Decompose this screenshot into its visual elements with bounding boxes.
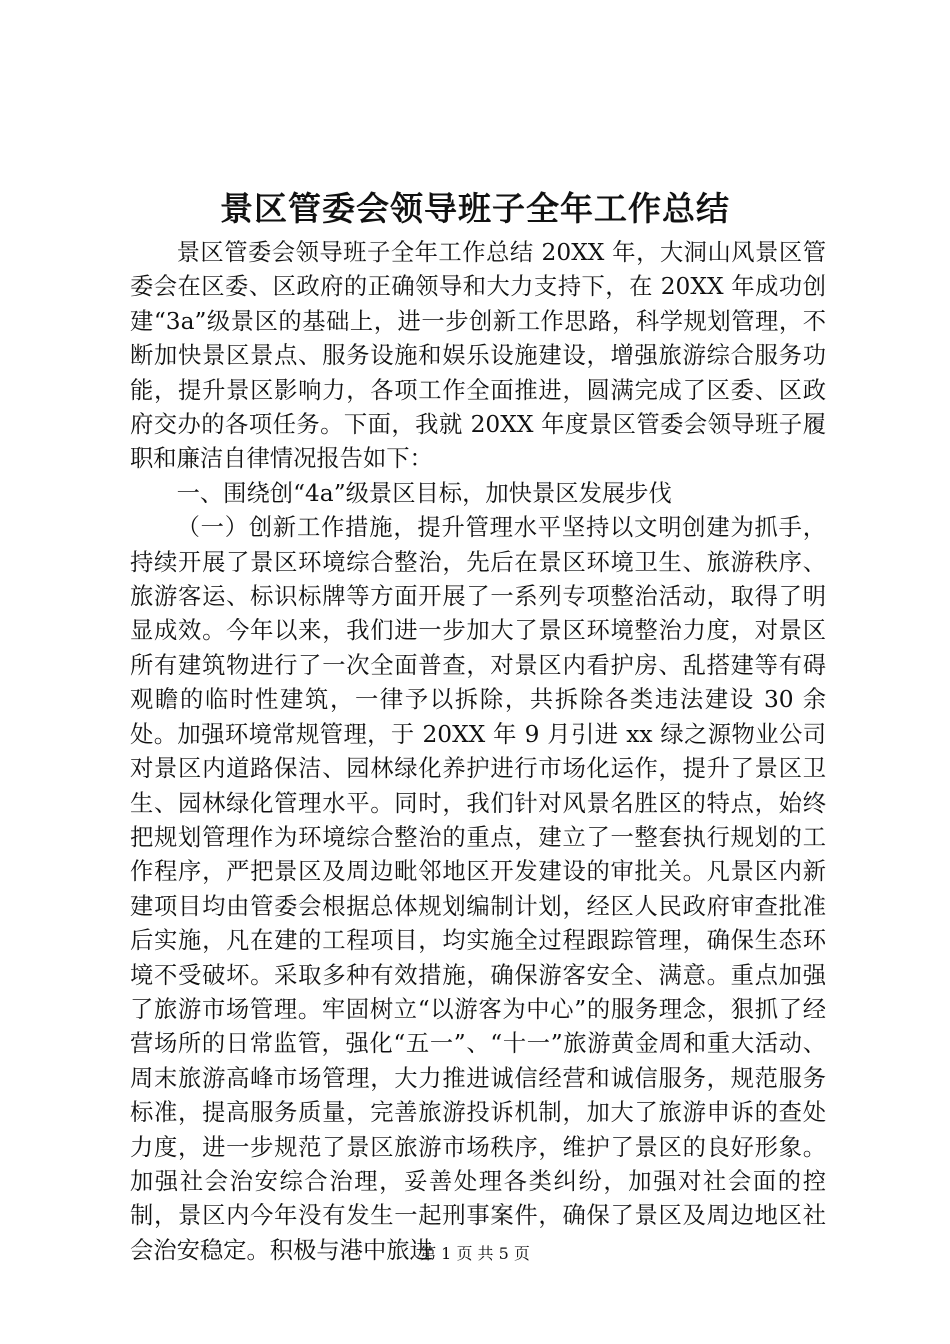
document-title: 景区管委会领导班子全年工作总结 (220, 189, 730, 228)
page-number-footer: 第 1 页 共 5 页 (420, 1244, 530, 1263)
paragraph-intro: 景区管委会领导班子全年工作总结 20XX 年，大洞山风景区管委会在区委、区政府的正确领导和大力支持下，在 20XX 年成功创建“3a”级景区的基础上，进一步创新工作思路，科学规划管理，不断加快景区景点、服务设施和娱乐设施建设，增强旅游综合服务功能，提升景区影响力，各项工作全面推进，圆满完成了区委、区政府交办的各项任务。下面，我就 20XX 年度景区管委会领导班子履职和廉洁自律情况报告如下： (130, 239, 826, 473)
paragraph-subsection-one: （一）创新工作措施，提升管理水平坚持以文明创建为抓手，持续开展了景区环境综合整治，先后在景区环境卫生、旅游秩序、旅游客运、标识标牌等方面开展了一系列专项整治活动，取得了明显成效。今年以来，我们进一步加大了景区环境整治力度，对景区所有建筑物进行了一次全面普查，对景区内看护房、乱搭建等有碍观瞻的临时性建筑，一律予以拆除，共拆除各类违法建设 30 余处。加强环境常规管理，于 20XX 年 9 月引进 xx 绿之源物业公司对景区内道路保洁、园林绿化养护进行市场化运作，提升了景区卫生、园林绿化管理水平。同时，我们针对风景名胜区的特点，始终把规划管理作为环境综合整治的重点，建立了一整套执行规划的工作程序，严把景区及周边毗邻地区开发建设的审批关。凡景区内新建项目均由管委会根据总体规划编制计划，经区人民政府审查批准后实施，凡在建的工程项目，均实施全过程跟踪管理，确保生态环境不受破坏。采取多种有效措施，确保游客安全、满意。重点加强了旅游市场管理。牢固树立“以游客为中心”的服务理念，狠抓了经营场所的日常监管，强化“五一”、“十一”旅游黄金周和重大活动、周末旅游高峰市场管理，大力推进诚信经营和诚信服务，规范服务标准，提高服务质量，完善旅游投诉机制，加大了旅游申诉的查处力度，进一步规范了景区旅游市场秩序，维护了景区的良好形象。加强社会治安综合治理，妥善处理各类纠纷，加强对社会面的控制，景区内今年没有发生一起刑事案件，确保了景区及周边地区社会治安稳定。积极与港中旅进 (130, 514, 826, 1264)
section-heading: 一、围绕创“4a”级景区目标，加快景区发展步伐 (176, 479, 672, 507)
document-body (130, 236, 826, 1268)
